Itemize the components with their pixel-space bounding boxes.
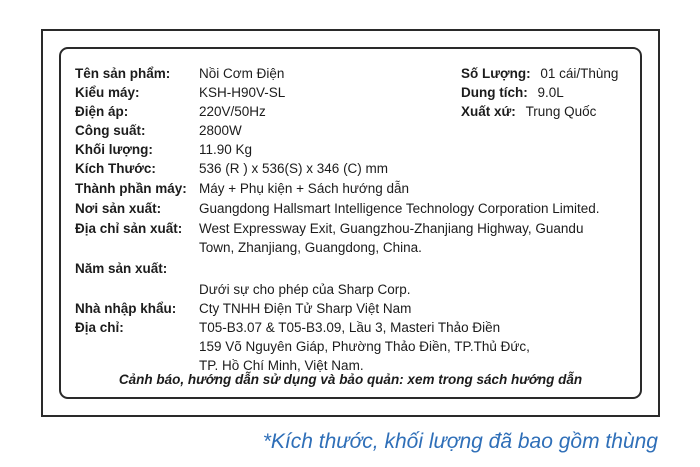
field-label: Số Lượng: [461,66,531,81]
field-label: Nơi sản xuất: [75,201,162,216]
field-label: Thành phần máy: [75,181,187,196]
field-label: Tên sản phẩm: [75,66,171,81]
field-value: 11.90 Kg [199,142,253,157]
field-value: 220V/50Hz [199,104,266,119]
field-value: Town, Zhanjiang, Guangdong, China. [199,240,422,255]
field-label: Kiểu máy: [75,85,140,100]
field-value: 01 cái/Thùng [540,66,619,81]
field-value: T05-B3.07 & T05-B3.09, Lầu 3, Masteri Thảo Điền [199,320,501,335]
field-value: Trung Quốc [525,104,597,119]
footnote-text: *Kích thước, khối lượng đã bao gồm thùng [262,430,658,453]
field-label: Khối lượng: [75,142,153,157]
field-capacity [461,83,564,103]
field-value: Guangdong Hallsmart Intelligence Technology Corporation Limited. [199,201,600,216]
field-label: Địa chỉ: [75,320,124,335]
field-label: Công suất: [75,123,146,138]
field-value: KSH-H90V-SL [199,85,286,100]
field-label: Nhà nhập khẩu: [75,301,177,316]
field-label: Điện áp: [75,104,129,119]
field-label: Năm sản xuất: [75,261,168,276]
field-origin [461,102,596,122]
field-value: 2800W [199,123,242,138]
warning-text: Cảnh báo, hướng dẫn sử dụng và bảo quản: xem trong sách hướng dẫn [118,372,583,387]
field-value: West Expressway Exit, Guangzhou-Zhanjiang Highway, Guandu [199,221,584,236]
field-value: 536 (R ) x 536(S) x 346 (C) mm [199,161,389,176]
field-label: Kích Thước: [75,161,156,176]
field-value: 159 Võ Nguyên Giáp, Phường Thảo Điền, TP.Thủ Đức, [199,339,530,354]
field-value: 9.0L [537,85,564,100]
field-value: TP. Hồ Chí Minh, Việt Nam. [199,358,364,373]
field-value: Dưới sự cho phép của Sharp Corp. [199,282,411,297]
field-label: Địa chỉ sản xuất: [75,221,183,236]
field-label: Xuất xứ: [461,104,516,119]
field-value: Nồi Cơm Điện [199,66,285,81]
field-value: Máy + Phụ kiện + Sách hướng dẫn [199,181,410,196]
field-value: Cty TNHH Điện Tử Sharp Việt Nam [199,301,412,316]
field-label: Dung tích: [461,85,528,100]
field-quantity [461,64,618,84]
